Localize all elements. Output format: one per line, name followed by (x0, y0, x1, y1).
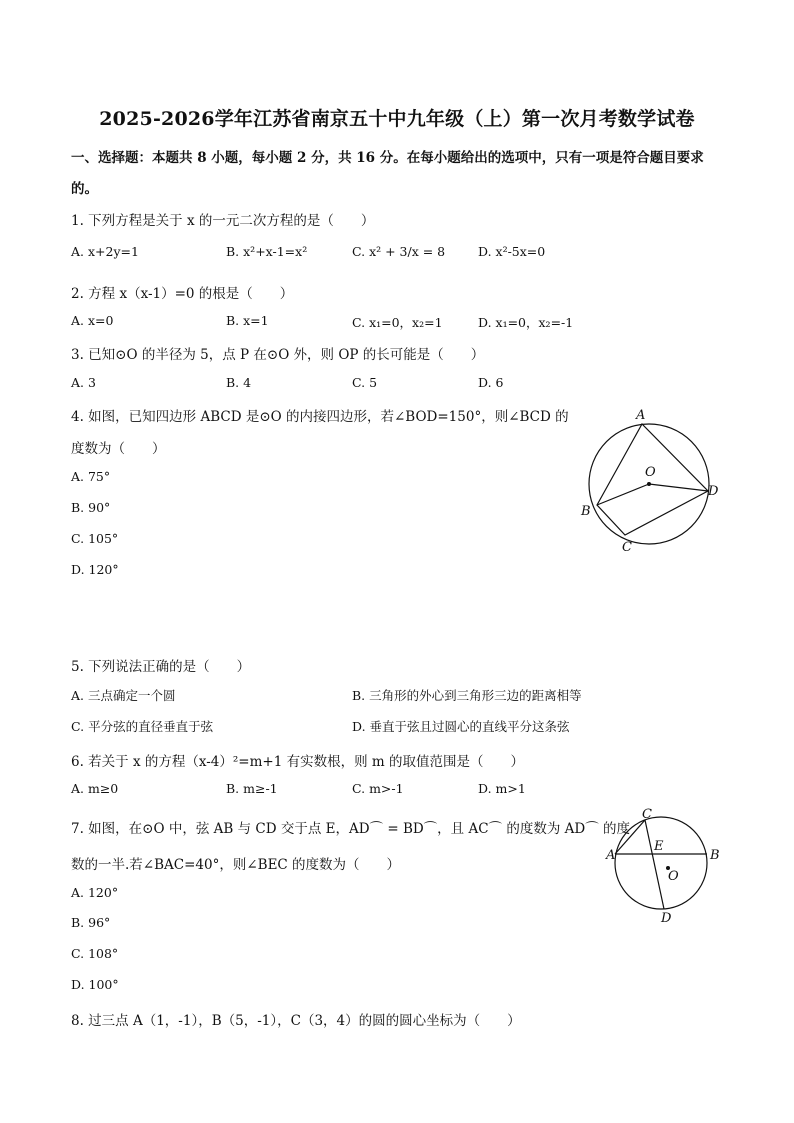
q3-stem: 3. 已知⊙O 的半径为 5，点 P 在⊙O 外，则 OP 的长可能是（ ） (71, 347, 485, 363)
q7-label-o: O (668, 869, 679, 884)
q2-option-b: B. x=1 (226, 313, 269, 328)
q7-circle-diagram (604, 808, 734, 928)
q5-option-b: B. 三角形的外心到三角形三边的距离相等 (352, 688, 582, 703)
q4-segment-od (649, 484, 708, 491)
q4-circle-diagram (575, 405, 735, 555)
q4-label-c: C (622, 540, 632, 555)
q7-label-e: E (654, 839, 664, 854)
q1-option-b: B. x²+x-1=x² (226, 244, 308, 259)
q4-stem-line1: 4. 如图，已知四边形 ABCD 是⊙O 的内接四边形，若∠BOD=150°，则∠BCD 的 (71, 409, 569, 425)
q7-option-b: B. 96° (71, 915, 111, 930)
q4-option-d: D. 120° (71, 562, 119, 577)
q1-option-d: D. x²-5x=0 (478, 244, 546, 259)
q2-option-d: D. x₁=0，x₂=-1 (478, 315, 574, 330)
q5-stem: 5. 下列说法正确的是（ ） (71, 659, 251, 675)
q7-label-d: D (661, 911, 672, 926)
page-title: 2025-2026学年江苏省南京五十中九年级（上）第一次月考数学试卷 (99, 108, 695, 130)
q2-option-a: A. x=0 (71, 313, 114, 328)
q5-option-c: C. 平分弦的直径垂直于弦 (71, 719, 214, 734)
q2-option-c: C. x₁=0，x₂=1 (352, 315, 443, 330)
q4-label-b: B (581, 504, 591, 519)
q3-option-a: A. 3 (71, 375, 96, 390)
q5-option-d: D. 垂直于弦且过圆心的直线平分这条弦 (352, 719, 570, 734)
section-heading-line1: 一、选择题：本题共 8 小题，每小题 2 分，共 16 分。在每小题给出的选项中，只有一项是符合题目要求 (71, 150, 704, 166)
q4-option-c: C. 105° (71, 531, 119, 546)
q6-option-c: C. m>-1 (352, 781, 404, 796)
q3-option-b: B. 4 (226, 375, 252, 390)
q6-stem: 6. 若关于 x 的方程（x-4）²=m+1 有实数根，则 m 的取值范围是（ ） (71, 754, 524, 770)
q1-option-c: C. x² + 3/x = 8 (352, 244, 446, 259)
q4-label-a: A (636, 408, 646, 423)
q6-option-a: A. m≥0 (71, 781, 119, 796)
q7-option-d: D. 100° (71, 977, 119, 992)
q7-label-b: B (710, 848, 720, 863)
q7-label-c: C (642, 808, 652, 822)
q4-option-b: B. 90° (71, 500, 111, 515)
q7-option-c: C. 108° (71, 946, 119, 961)
q7-option-a: A. 120° (71, 885, 119, 900)
q4-label-o: O (645, 465, 656, 480)
q3-option-d: D. 6 (478, 375, 504, 390)
q4-label-d: D (708, 484, 719, 499)
q2-stem: 2. 方程 x（x-1）=0 的根是（ ） (71, 286, 294, 302)
q6-option-d: D. m>1 (478, 781, 526, 796)
q7-stem-line2: 数的一半.若∠BAC=40°，则∠BEC 的度数为（ ） (71, 857, 401, 873)
q1-option-a: A. x+2y=1 (71, 244, 139, 259)
q6-option-b: B. m≥-1 (226, 781, 278, 796)
q1-stem: 1. 下列方程是关于 x 的一元二次方程的是（ ） (71, 213, 375, 229)
section-heading-line2: 的。 (71, 181, 98, 197)
q3-option-c: C. 5 (352, 375, 378, 390)
q4-option-a: A. 75° (71, 469, 111, 484)
q7-chord-cd (645, 820, 664, 909)
q4-stem-line2: 度数为（ ） (71, 441, 166, 457)
q8-stem: 8. 过三点 A（1，-1），B（5，-1），C（3，4）的圆的圆心坐标为（ ） (71, 1013, 521, 1029)
q7-label-a: A (606, 848, 616, 863)
q7-stem-line1: 7. 如图，在⊙O 中，弦 AB 与 CD 交于点 E，AD⌒ = BD⌒，且 AC⌒ 的度数为 AD⌒ 的度 (71, 821, 631, 837)
q4-center-point (647, 482, 651, 486)
q4-segment-ob (597, 484, 649, 505)
q7-chord-ac (615, 820, 645, 854)
q5-option-a: A. 三点确定一个圆 (71, 688, 176, 703)
